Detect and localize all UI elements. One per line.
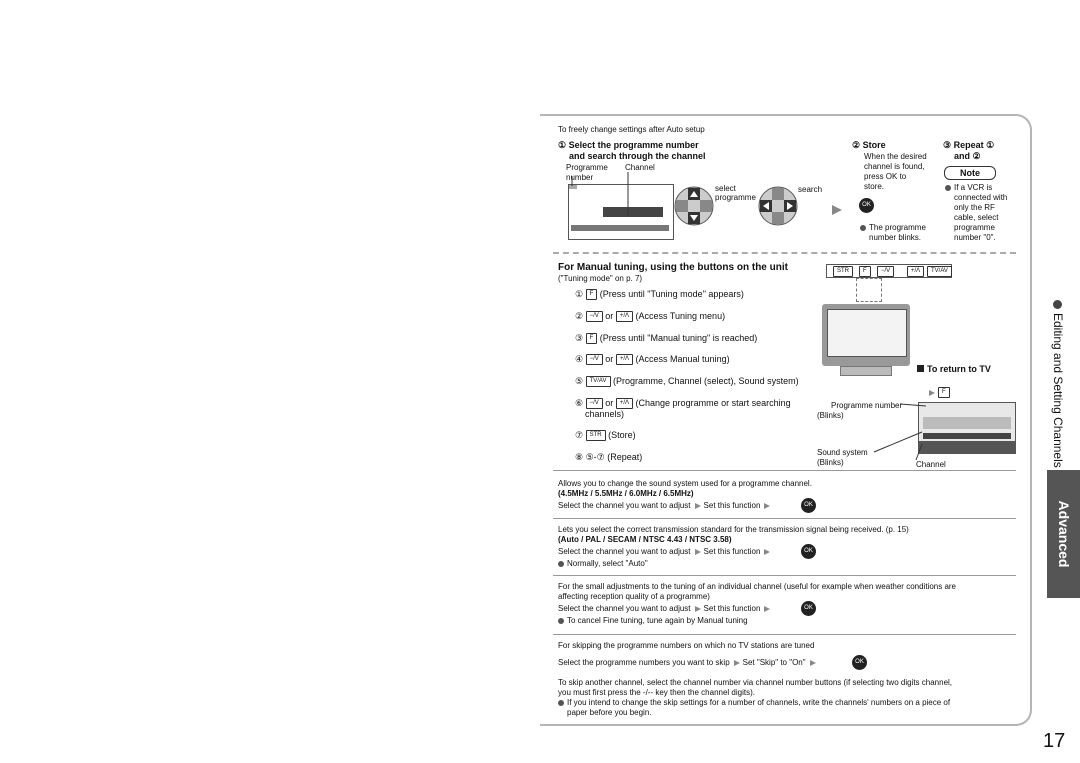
unit-key-str: STR <box>833 266 853 277</box>
section2-instruction: Select the channel you want to adjust Set this function <box>558 547 773 557</box>
section3-desc-2: affecting reception quality of a programme) <box>558 592 710 601</box>
unit-key-tvav: TV/AV <box>927 266 952 277</box>
ok-button-icon: OK <box>801 544 816 559</box>
unit-key-f: F <box>859 266 871 277</box>
pointer-lines <box>570 172 640 222</box>
section2-bullet: Normally, select "Auto" <box>558 559 648 569</box>
section1-desc: Allows you to change the sound system used for a programme channel. <box>558 479 812 488</box>
screen-progress <box>571 225 669 231</box>
step1-title-line1: Select the programme number <box>568 140 699 150</box>
step2-desc-2: channel is found, <box>864 162 925 171</box>
dpad-search-icon <box>758 186 798 226</box>
ok-button-icon: OK <box>801 601 816 616</box>
screen-bar <box>923 433 1011 439</box>
note-line-1: If a VCR is <box>945 183 992 193</box>
label-sound-system: Sound system <box>817 448 868 457</box>
intro-text: To freely change settings after Auto setup <box>558 125 705 134</box>
step2-desc-1: When the desired <box>864 152 927 161</box>
label-blinks-1: (Blinks) <box>817 411 844 420</box>
return-to-tv-label: To return to TV <box>917 364 991 375</box>
tv-icon <box>822 304 910 366</box>
section4-bullet-2: paper before you begin. <box>567 708 652 717</box>
note-line-3: only the RF <box>954 203 995 212</box>
advanced-tab: Advanced <box>1047 470 1080 598</box>
unit-key-plus: +/Λ <box>907 266 924 277</box>
step3-title-line2: and ② <box>954 151 981 161</box>
tv-screen <box>827 309 907 357</box>
section3-bullet: To cancel Fine tuning, tune again by Manual tuning <box>558 616 748 626</box>
dashed-divider <box>553 252 1016 254</box>
manual-heading: For Manual tuning, using the buttons on the unit <box>558 262 788 273</box>
col-programme: Programme <box>566 163 608 172</box>
label-select: select <box>715 184 736 193</box>
manual-step-5: ⑤ TV/AV (Programme, Channel (select), Sound system) <box>575 376 799 386</box>
section4-desc: For skipping the programme numbers on which no TV stations are tuned <box>558 641 815 650</box>
section4-note: To skip another channel, select the channel number via channel number buttons (if selecting two digits channel, <box>558 678 953 687</box>
section2-options: (Auto / PAL / SECAM / NTSC 4.43 / NTSC 3.58) <box>558 535 732 544</box>
manual-step-1: ① F (Press until "Tuning mode" appears) <box>575 289 744 299</box>
step2-desc-4: store. <box>864 182 885 191</box>
note-line-2: connected with <box>954 193 1008 202</box>
step3-title <box>943 140 994 151</box>
manual-step-2: ② −/V or +/Λ (Access Tuning menu) <box>575 311 726 321</box>
step3-title-line1: Repeat ① <box>953 140 995 150</box>
screen-footer <box>919 441 1015 453</box>
step3-num: ③ <box>943 140 952 150</box>
manual-tuning-screen <box>918 402 1016 454</box>
step1-title-line2: and search through the channel <box>569 151 706 161</box>
side-section-title: Editing and Setting Channels <box>1051 300 1065 468</box>
step1-title <box>558 140 699 151</box>
col-programme2: number <box>566 173 594 182</box>
manual-step-8: ⑧ ⑤-⑦ (Repeat) <box>575 452 643 462</box>
step1-num: ① <box>558 140 567 150</box>
label-channel: Channel <box>916 460 946 469</box>
divider-1 <box>553 470 1016 471</box>
section4-bullet: If you intend to change the skip settings for a number of channels, write the channels' numbers on a piece of <box>558 698 950 708</box>
manual-ref: ("Tuning mode" on p. 7) <box>558 274 643 283</box>
label-programme-number: Programme number <box>831 401 903 410</box>
label-programme: programme <box>715 193 756 202</box>
page-number: 17 <box>1043 730 1066 752</box>
divider-4 <box>553 634 1016 635</box>
label-search: search <box>798 185 823 194</box>
note-badge: Note <box>944 166 996 180</box>
note-line-4: cable, select <box>954 213 999 222</box>
return-to-tv-instruction: F <box>925 384 950 402</box>
ok-button-icon: OK <box>801 498 816 513</box>
manual-step-4: ④ −/V or +/Λ (Access Manual tuning) <box>575 354 730 364</box>
arrow-right-icon <box>828 201 845 219</box>
manual-step-7: ⑦ STR (Store) <box>575 430 636 440</box>
section2-desc: Lets you select the correct transmission standard for the transmission signal being received. (p. 15) <box>558 525 909 534</box>
section1-options: (4.5MHz / 5.5MHz / 6.0MHz / 6.5MHz) <box>558 489 694 498</box>
divider-3 <box>553 575 1016 576</box>
note-line-6: number "0". <box>954 233 996 242</box>
divider-2 <box>553 518 1016 519</box>
section3-desc: For the small adjustments to the tuning of an individual channel (useful for example when weather conditions are <box>558 582 957 591</box>
callout-box <box>856 278 882 302</box>
step2-desc-3: press OK to <box>864 172 907 181</box>
unit-buttons-panel <box>826 264 952 278</box>
ok-button-icon: OK <box>859 198 874 213</box>
section3-instruction: Select the channel you want to adjust Set this function <box>558 604 773 614</box>
col-channel: Channel <box>625 163 655 172</box>
tv-stand <box>840 366 892 376</box>
screen-rows <box>923 417 1011 429</box>
label-blinks-2: (Blinks) <box>817 458 844 467</box>
section1-instruction: Select the channel you want to adjust Set this function <box>558 501 773 511</box>
note-line-5: programme <box>954 223 995 232</box>
step2-bullet-1: The programme <box>860 223 926 233</box>
step2-title-text: Store <box>862 140 886 150</box>
step2-bullet-2: number blinks. <box>869 233 922 242</box>
section4-instruction: Select the programme numbers you want to skip Set "Skip" to "On" <box>558 658 819 668</box>
section4-note-2: you must first press the -/-- key then the channel digits). <box>558 688 755 697</box>
manual-step-3: ③ F (Press until "Manual tuning" is reached) <box>575 333 758 343</box>
step2-num: ② <box>852 140 861 150</box>
step2-title <box>852 140 886 151</box>
manual-step-6: ⑥ −/V or +/Λ (Change programme or start searching <box>575 398 791 408</box>
unit-key-minus: −/V <box>877 266 894 277</box>
dpad-select-icon <box>674 186 714 226</box>
ok-button-icon: OK <box>852 655 867 670</box>
manual-step-6-line2: channels) <box>585 409 625 419</box>
